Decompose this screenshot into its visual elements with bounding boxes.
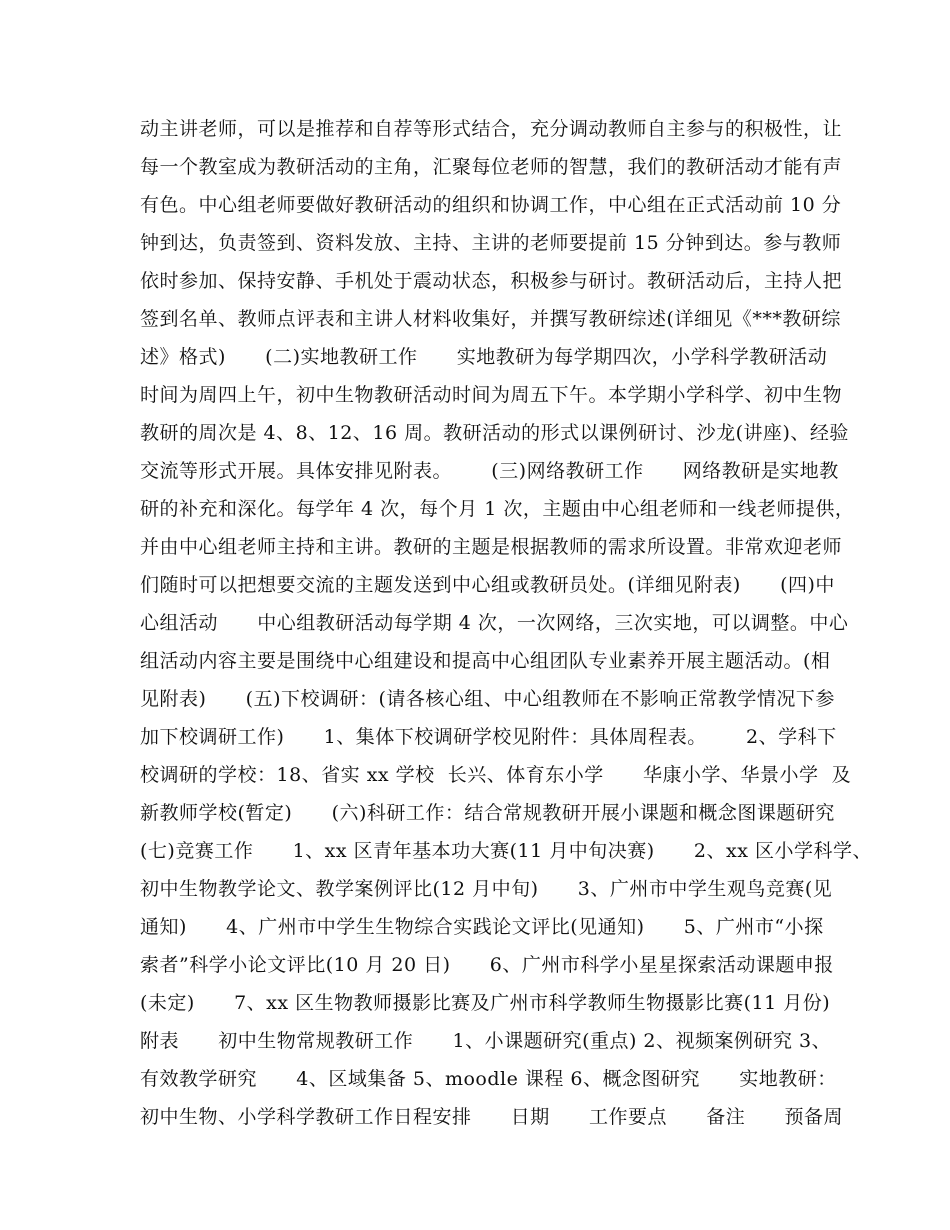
text-line: 研的补充和深化。每学年 4 次，每个月 1 次，主题由中心组老师和一线老师提供， [140,498,855,520]
text-line: 心组活动 中心组教研活动每学期 4 次，一次网络，三次实地，可以调整。中心 [140,612,849,634]
text-line: 加下校调研工作) 1、集体下校调研学校见附件：具体周程表。 2、学科下 [140,726,837,748]
text-line: (未定) 7、xx 区生物教师摄影比赛及广州市科学教师生物摄影比赛(11 月份) [140,992,831,1014]
text-line: (七)竞赛工作 1、xx 区青年基本功大赛(11 月中旬决赛) 2、xx 区小学科学、 [140,840,872,862]
text-line: 动主讲老师，可以是推荐和自荐等形式结合，充分调动教师自主参与的积极性，让 [140,118,843,140]
text-line: 校调研的学校：18、省实 xx 学校 长兴、体育东小学 华康小学、华景小学 及 [140,764,852,786]
text-line: 初中生物教学论文、教学案例评比(12 月中旬) 3、广州市中学生观鸟竞赛(见 [140,878,833,900]
text-line: 组活动内容主要是围绕中心组建设和提高中心组团队专业素养开展主题活动。(相 [140,650,831,672]
text-line: 每一个教室成为教研活动的主角，汇聚每位老师的智慧，我们的教研活动才能有声 [140,156,843,178]
text-line: 见附表) (五)下校调研：(请各核心组、中心组教师在不影响正常教学情况下参 [140,688,835,710]
text-line: 有效教学研究 4、区域集备 5、moodle 课程 6、概念图研究 实地教研： [140,1068,837,1090]
text-line: 索者”科学小论文评比(10 月 20 日) 6、广州市科学小星星探索活动课题申报 [140,954,834,976]
text-line: 时间为周四上午，初中生物教研活动时间为周五下午。本学期小学科学、初中生物 [140,384,843,406]
text-line: 有色。中心组老师要做好教研活动的组织和协调工作，中心组在正式活动前 10 分 [140,194,842,216]
text-line: 附表 初中生物常规教研工作 1、小课题研究(重点) 2、视频案例研究 3、 [140,1030,832,1052]
text-line: 交流等形式开展。具体安排见附表。 (三)网络教研工作 网络教研是实地教 [140,460,839,482]
text-line: 述》格式) (二)实地教研工作 实地教研为每学期四次，小学科学教研活动 [140,346,828,368]
text-line: 们随时可以把想要交流的主题发送到中心组或教研员处。(详细见附表) (四)中 [140,574,835,596]
text-line: 通知) 4、广州市中学生生物综合实践论文评比(见通知) 5、广州市“小探 [140,916,824,938]
text-line: 钟到达，负责签到、资料发放、主持、主讲的老师要提前 15 分钟到达。参与教师 [140,232,842,254]
text-line: 初中生物、小学科学教研工作日程安排 日期 工作要点 备注 预备周 [140,1106,843,1128]
text-line: 依时参加、保持安静、手机处于震动状态，积极参与研讨。教研活动后，主持人把 [140,270,843,292]
text-line: 教研的周次是 4、8、12、16 周。教研活动的形式以课例研讨、沙龙(讲座)、经验 [140,422,849,444]
text-line: 签到名单、教师点评表和主讲人材料收集好，并撰写教研综述(详细见《***教研综 [140,308,841,330]
text-line: 并由中心组老师主持和主讲。教研的主题是根据教师的需求所设置。非常欢迎老师 [140,536,843,558]
text-line: 新教师学校(暂定) (六)科研工作：结合常规教研开展小课题和概念图课题研究 [140,802,835,824]
